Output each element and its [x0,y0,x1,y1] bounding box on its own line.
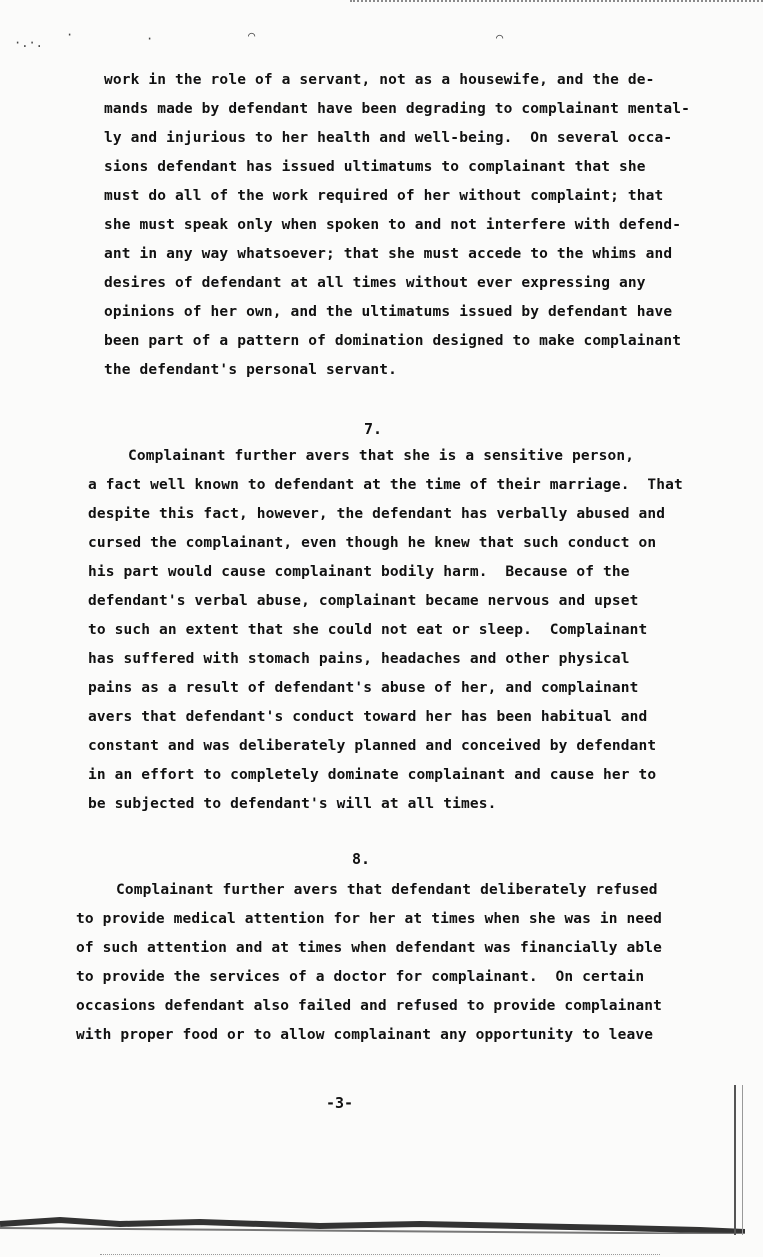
text-line: mands made by defendant have been degrading to complainant mental- [104,101,691,117]
scan-speck: · [146,32,154,46]
text-line: in an effort to completely dominate complainant and cause her to [88,767,657,783]
text-line: ant in any way whatsoever; that she must accede to the whims and [104,246,673,262]
text-line: be subjected to defendant's will at all times. [88,796,497,812]
page-number: -3- [326,1094,354,1112]
section-7-paragraph [88,442,708,819]
text-line: his part would cause complainant bodily harm. Because of the [88,564,630,580]
text-line: the defendant's personal servant. [104,362,398,378]
text-line: must do all of the work required of her without complaint; that [104,188,664,204]
scan-speck: ⌒ [496,30,504,44]
text-line: Complainant further avers that she is a sensitive person, [128,448,635,464]
top-edge-dotted-border [350,0,763,6]
text-line: to provide the services of a doctor for complainant. On certain [76,969,645,985]
text-line: desires of defendant at all times without ever expressing any [104,275,646,291]
text-line: of such attention and at times when defendant was financially able [76,940,663,956]
text-line: with proper food or to allow complainant any opportunity to leave [76,1027,654,1043]
text-line: pains as a result of defendant's abuse of her, and complainant [88,680,639,696]
section-number-7: 7. [364,420,383,438]
text-line: sions defendant has issued ultimatums to complainant that she [104,159,646,175]
scanned-right-edge [734,1085,743,1235]
text-line: to provide medical attention for her at times when she was in need [76,911,663,927]
text-line: she must speak only when spoken to and not interfere with defend- [104,217,682,233]
scan-speck: ·.·. [14,36,43,50]
text-line: a fact well known to defendant at the time of their marriage. That [88,477,683,493]
text-line: defendant's verbal abuse, complainant became nervous and upset [88,593,639,609]
text-line: opinions of her own, and the ultimatums issued by defendant have [104,304,673,320]
text-line: despite this fact, however, the defendant has verbally abused and [88,506,666,522]
section-number-8: 8. [352,850,371,868]
scanned-bottom-edge [0,1210,745,1234]
bottom-edge-dotted-border [100,1254,660,1255]
text-line: ly and injurious to her health and well-being. On several occa- [104,130,673,146]
text-line: has suffered with stomach pains, headaches and other physical [88,651,630,667]
text-line: work in the role of a servant, not as a housewife, and the de- [104,72,655,88]
text-line: constant and was deliberately planned and conceived by defendant [88,738,657,754]
scan-speck: · [66,28,74,42]
scan-speck: ⌒ [248,28,256,42]
text-line: occasions defendant also failed and refused to provide complainant [76,998,663,1014]
text-line: to such an extent that she could not eat or sleep. Complainant [88,622,648,638]
text-line: cursed the complainant, even though he knew that such conduct on [88,535,657,551]
text-line: been part of a pattern of domination designed to make complainant [104,333,682,349]
text-line: Complainant further avers that defendant deliberately refused [116,882,658,898]
paragraph-continued [104,66,724,385]
text-line: avers that defendant's conduct toward her has been habitual and [88,709,648,725]
section-8-paragraph [76,876,696,1050]
